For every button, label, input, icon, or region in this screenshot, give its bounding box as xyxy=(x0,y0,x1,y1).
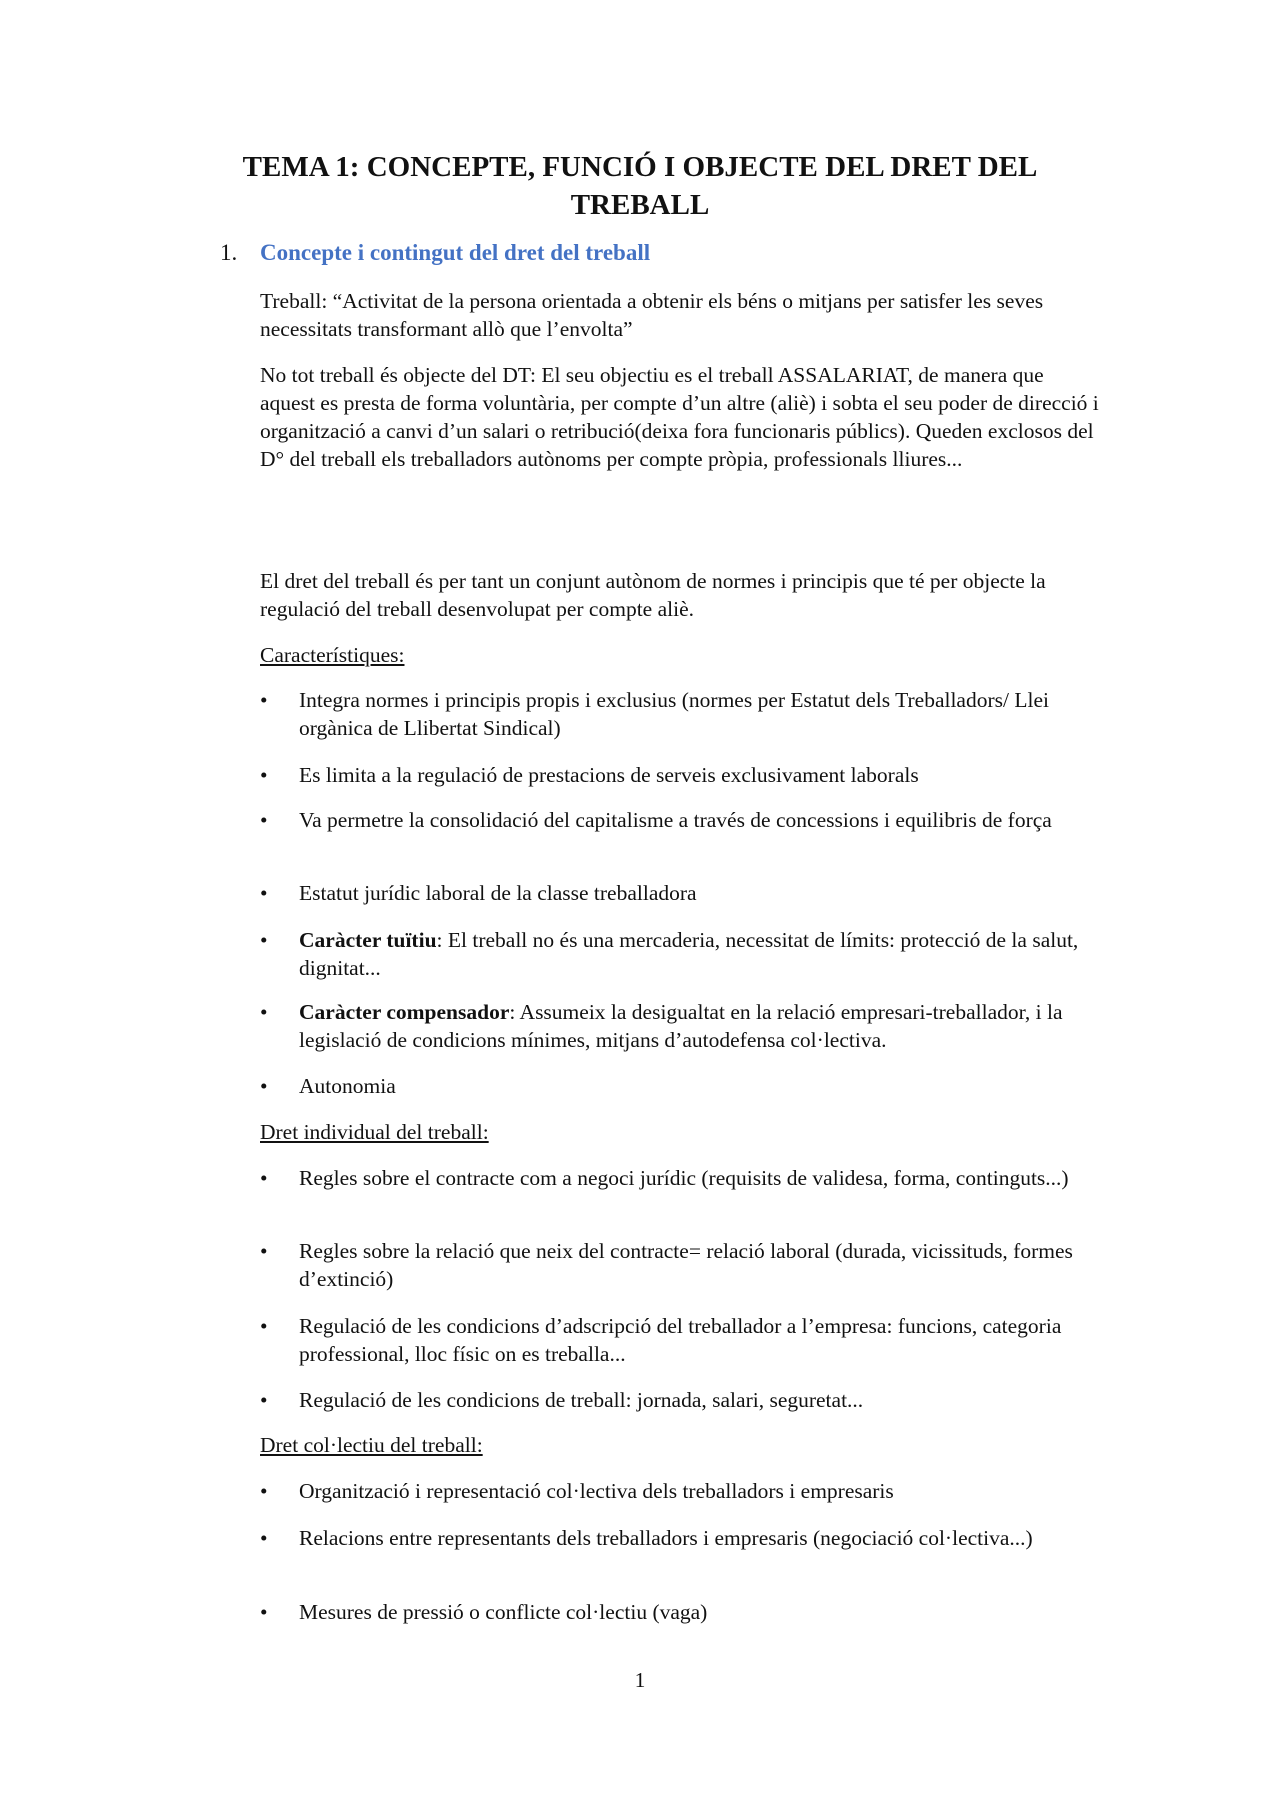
paragraph-conclusion: El dret del treball és per tant un conjunt autònom de normes i principis que té per objecte la regulació del treball desenvolupat per compte aliè. xyxy=(260,569,1046,621)
bullet-icon: • xyxy=(260,1600,268,1624)
list-item-text: Integra normes i principis propis i exclusius (normes per Estatut dels Treballadors/ Llei orgànica de Llibertat Sindical) xyxy=(299,688,1049,740)
list-item-text: Relacions entre representants dels treballadors i empresaris (negociació col·lectiva...) xyxy=(299,1526,1033,1550)
bullet-icon: • xyxy=(260,1074,268,1098)
bullet-icon: • xyxy=(260,808,268,832)
dret-individual-heading: Dret individual del treball: xyxy=(260,1120,489,1144)
paragraph-definition: Treball: “Activitat de la persona orientada a obtenir els béns o mitjans per satisfer les seves necessitats transformant allò que l’envolta” xyxy=(260,289,1044,341)
list-item-text: Es limita a la regulació de prestacions de serveis exclusivament laborals xyxy=(299,763,919,787)
list-item-text: Va permetre la consolidació del capitalisme a través de concessions i equilibris de força xyxy=(299,808,1052,832)
list-item-text: Regulació de les condicions de treball: jornada, salari, seguretat... xyxy=(299,1388,864,1412)
bullet-icon: • xyxy=(260,881,268,905)
list-item-text xyxy=(299,926,1100,982)
list-item xyxy=(260,761,1100,789)
page-number: 1 xyxy=(634,1668,646,1692)
list-item-text: Regles sobre la relació que neix del contracte= relació laboral (durada, vicissituds, formes d’extinció) xyxy=(299,1239,1073,1291)
paragraph-object: No tot treball és objecte del DT: El seu objectiu es el treball ASSALARIAT, de manera que aquest es presta de forma voluntària, per compte d’un altre (aliè) i sobta el seu poder de direcció i organització a canvi d’un salari o retribució(deixa fora funcionaris públics). Queden exclosos del D° del treball els treballadors autònoms per compte pròpia, professionals lliures... xyxy=(260,363,1099,471)
list-item xyxy=(260,1524,1100,1552)
list-item-rest: : Assumeix la desigualtat en la relació empresari-treballador, i la legislació de condicions mínimes, mitjans d’autodefensa col·lectiva. xyxy=(299,1000,1063,1052)
list-item xyxy=(260,1598,1100,1626)
section-title: Concepte i contingut del dret del treball xyxy=(260,240,651,265)
bullet-icon: • xyxy=(260,1526,268,1550)
list-item xyxy=(260,879,1100,907)
list-item-bold: Caràcter compensador xyxy=(299,1000,510,1024)
list-item xyxy=(260,998,1100,1054)
bullet-icon: • xyxy=(260,1239,268,1263)
bullet-icon: • xyxy=(260,763,268,787)
list-item-text: Mesures de pressió o conflicte col·lectiu (vaga) xyxy=(299,1600,708,1624)
list-item xyxy=(260,1072,1100,1100)
section-heading xyxy=(220,238,650,268)
dret-collectiu-heading: Dret col·lectiu del treball: xyxy=(260,1433,483,1457)
list-item xyxy=(260,926,1100,982)
section-number: 1. xyxy=(220,240,238,265)
caracteristiques-heading: Característiques: xyxy=(260,643,405,667)
list-item-text xyxy=(299,998,1100,1054)
list-item-text: Regulació de les condicions d’adscripció del treballador a l’empresa: funcions, categoria professional, lloc físic on es treballa... xyxy=(299,1314,1062,1366)
bullet-icon: • xyxy=(260,1479,268,1503)
list-item-text: Estatut jurídic laboral de la classe treballadora xyxy=(299,881,697,905)
list-item-text: Organització i representació col·lectiva dels treballadors i empresaris xyxy=(299,1479,894,1503)
title-line-1: TEMA 1: CONCEPTE, FUNCIÓ I OBJECTE DEL DRET DEL xyxy=(242,151,1038,183)
list-item xyxy=(260,806,1100,834)
document-title xyxy=(200,148,1080,224)
bullet-icon: • xyxy=(260,688,268,712)
list-item xyxy=(260,1164,1100,1192)
list-item-text: Autonomia xyxy=(299,1074,396,1098)
list-item xyxy=(260,1386,1100,1414)
list-item-rest: : El treball no és una mercaderia, necessitat de límits: protecció de la salut, dignitat... xyxy=(299,928,1079,980)
bullet-icon: • xyxy=(260,928,268,952)
bullet-icon: • xyxy=(260,1388,268,1412)
bullet-icon: • xyxy=(260,1000,268,1024)
list-item xyxy=(260,1312,1100,1368)
list-item xyxy=(260,1237,1100,1293)
list-item-bold: Caràcter tuïtiu xyxy=(299,928,437,952)
bullet-icon: • xyxy=(260,1166,268,1190)
title-line-2: TREBALL xyxy=(570,189,710,221)
list-item xyxy=(260,1477,1100,1505)
list-item xyxy=(260,686,1100,742)
bullet-icon: • xyxy=(260,1314,268,1338)
list-item-text: Regles sobre el contracte com a negoci jurídic (requisits de validesa, forma, continguts...) xyxy=(299,1166,1069,1190)
